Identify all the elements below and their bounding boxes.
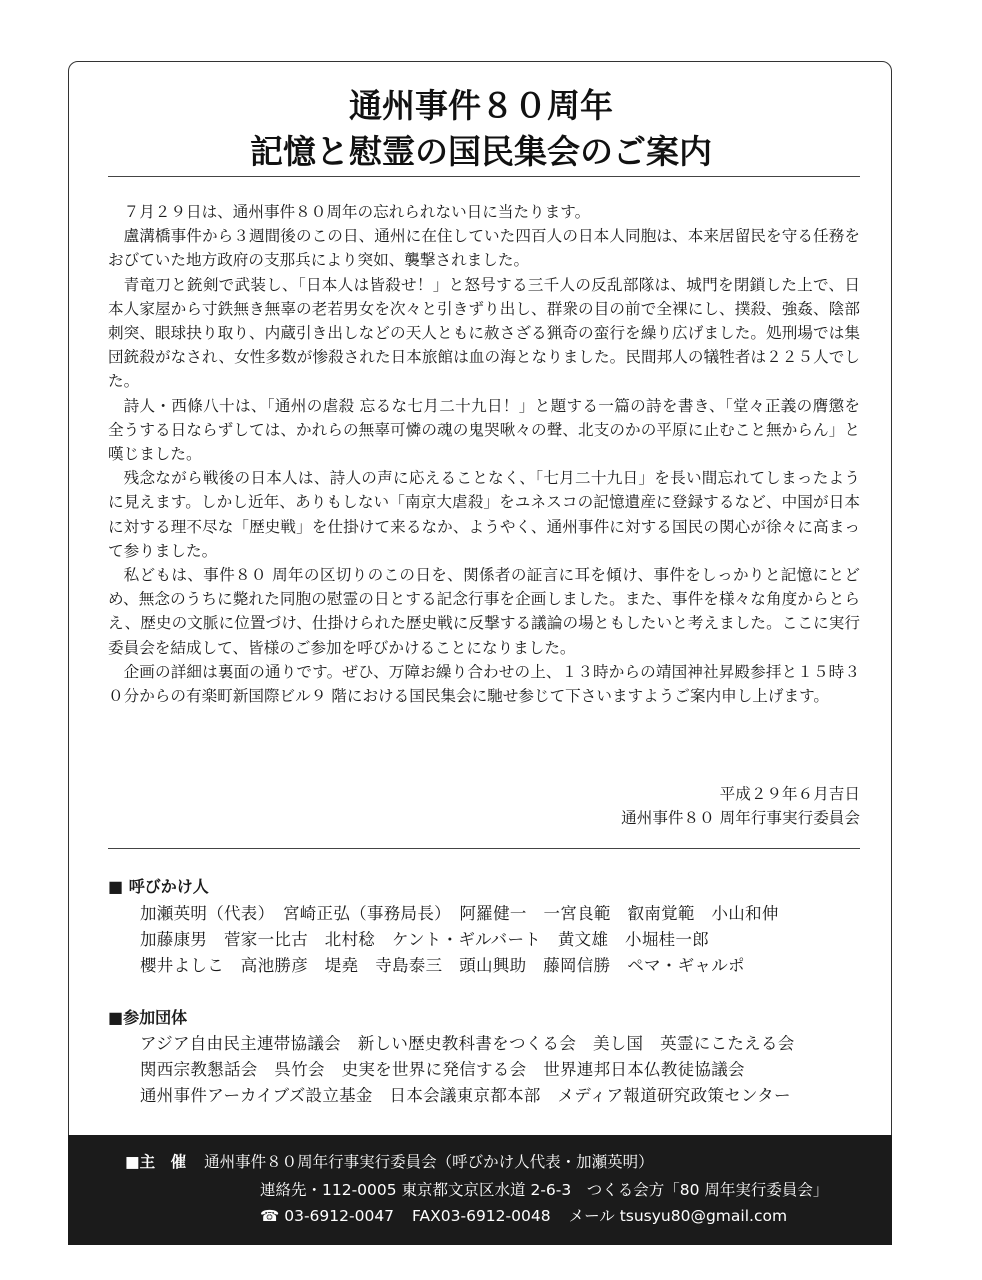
email-address: メール tsusyu80@gmail.com [568,1207,788,1225]
host-text: 通州事件８０周年行事実行委員会（呼びかけ人代表・加瀬英明） [204,1153,654,1171]
title-line-1: 通州事件８０周年 [349,86,613,125]
contact-line [260,1204,787,1226]
groups-heading: ■参加団体 [108,1008,188,1027]
host-label: ■主 催 [125,1153,187,1171]
paragraph: 盧溝橋事件から３週間後のこの日、通州に在住していた四百人の日本人同胞は、本来居留民を守る任務をおびていた地方政府の支那兵により突如、襲撃されました。 [108,227,860,270]
groups-line: アジア自由民主連帯協議会 新しい歴史教科書をつくる会 美し国 英霊にこたえる会 [140,1034,795,1053]
paragraph: 残念ながら戦後の日本人は、詩人の声に応えることなく、「七月二十九日」を長い間忘れてしまったように見えます。しかし近年、ありもしない「南京大虐殺」をユネスコの記憶遺産に登録するなど、中国が日本に対する理不尽な「歴史戦」を仕掛けて来るなか、ようやく、通州事件に対する国民の関心が徐々に高まって参りました。 [108,469,860,560]
title-divider [108,176,860,177]
paragraph: 青竜刀と銃剣で武装し、「日本人は皆殺せ！」と怒号する三千人の反乱部隊は、城門を閉鎖した上で、日本人家屋から寸鉄無き無辜の老若男女を次々と引きずり出し、群衆の目の前で全裸にし、撲殺、強姦、陰部刺突、眼球抉り取り、内蔵引き出しなどの天人ともに赦さざる猟奇の蛮行を繰り広げました。処刑場では集団銃殺がなされ、女性多数が惨殺された日本旅館は血の海となりました。民間邦人の犠牲者は２２５人でした。 [108,275,860,391]
callers-line: 加瀬英明（代表） 宮崎正弘（事務局長） 阿羅健一 一宮良範 叡南覚範 小山和伸 [140,904,779,923]
groups-line: 通州事件アーカイブズ設立基金 日本会議東京都本部 メディア報道研究政策センター [140,1086,791,1105]
title-line-2: 記憶と慰霊の国民集会のご案内 [250,132,712,171]
body-text [108,200,860,708]
callers-line: 加藤康男 菅家一比古 北村稔 ケント・ギルバート 黄文雄 小堀桂一郎 [140,930,710,949]
phone-number: ☎ 03-6912-0047 [260,1207,395,1225]
issue-date: 平成２９年６月吉日 [719,785,860,803]
section-divider [108,848,860,849]
callers-heading: ■ 呼びかけ人 [108,877,209,896]
callers-line: 櫻井よしこ 高池勝彦 堤堯 寺島泰三 頭山興助 藤岡信勝 ペマ・ギャルポ [140,956,745,975]
contact-address: 連絡先・112-0005 東京都文京区水道 2-6-3 つくる会方「80 周年実行委員会」 [260,1181,829,1199]
organizer-signature: 通州事件８０ 周年行事実行委員会 [621,809,860,827]
paragraph: 企画の詳細は裏面の通りです。ぜひ、万障お繰り合わせの上、１３時からの靖国神社昇殿参拝と１５時３０分からの有楽町新国際ビル９ 階における国民集会に馳せ参じて下さいますようご案内申し上げます。 [108,662,860,706]
fax-number: FAX03-6912-0048 [412,1207,551,1225]
groups-line: 関西宗教懇話会 呉竹会 史実を世界に発信する会 世界連邦日本仏教徒協議会 [140,1060,745,1079]
host-footer [68,1135,892,1245]
paragraph: ７月２９日は、通州事件８０周年の忘れられない日に当たります。 [123,203,591,221]
paragraph: 私どもは、事件８０ 周年の区切りのこの日を、関係者の証言に耳を傾け、事件をしっかりと記憶にとどめ、無念のうちに斃れた同胞の慰霊の日とする記念行事を企画しました。また、事件を様々な角度からとらえ、歴史の文脈に位置づけ、仕掛けられた歴史戦に反撃する議論の場ともしたいと考えました。ここに実行委員会を結成して、皆様のご参加を呼びかけることになりました。 [108,566,860,657]
host-line [125,1150,654,1172]
paragraph: 詩人・西條八十は、「通州の虐殺 忘るな七月二十九日！」と題する一篇の詩を書き、「堂々正義の膺懲を全うする日ならずしては、かれらの無辜可憐の魂の鬼哭啾々の聲、北支のかの平原に止むこと無からん」と嘆じました。 [108,396,860,464]
